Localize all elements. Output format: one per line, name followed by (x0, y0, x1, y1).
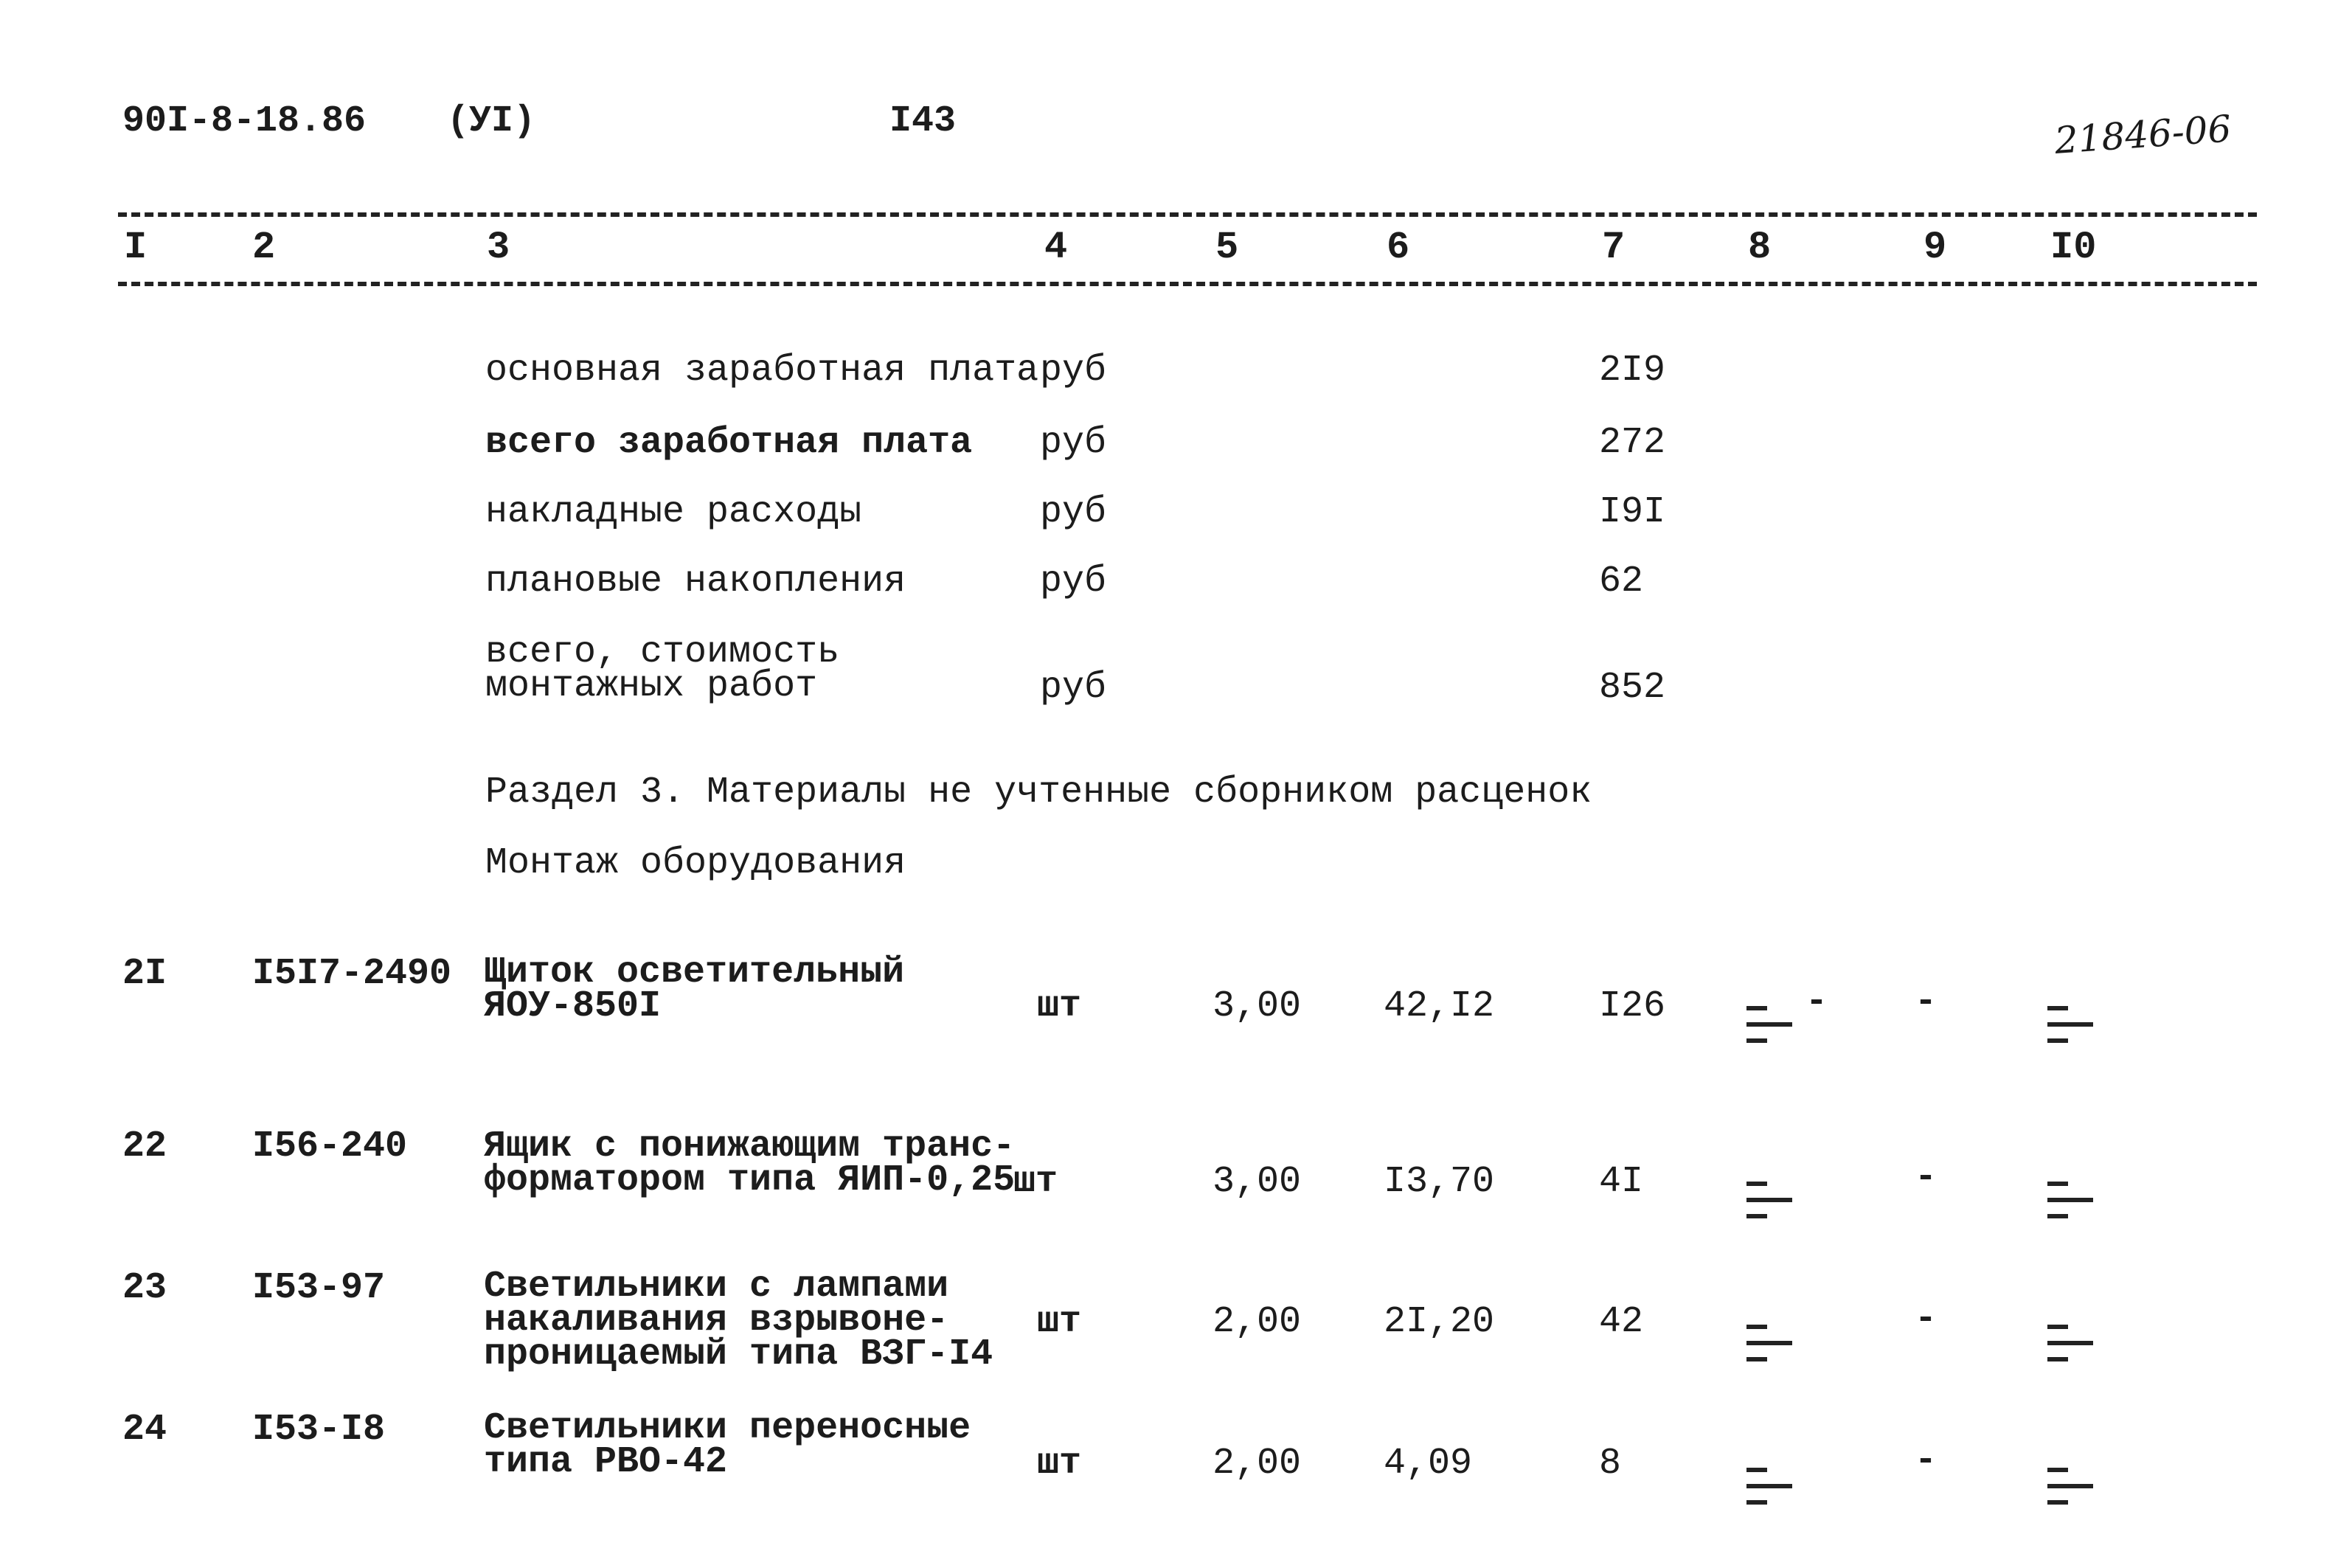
summary-label: всего, стоимость монтажных работ (485, 631, 840, 707)
summary-unit: руб (1040, 667, 1107, 709)
column-header-8: 8 (1748, 226, 1772, 269)
column-header-3: 3 (487, 226, 510, 269)
summary-label: основная заработная плата (485, 350, 1039, 392)
row-total: I26 (1599, 985, 1666, 1027)
column-header-9: 9 (1923, 226, 1947, 269)
row-code: I53-I8 (252, 1409, 386, 1451)
summary-total: 272 (1599, 422, 1666, 464)
row-name: Светильники с лампами накаливания взрывоне- проницаемый типа ВЗГ-I4 (484, 1266, 993, 1376)
summary-label: всего заработная плата (485, 422, 973, 464)
row-code: I56-240 (252, 1125, 408, 1168)
column-header-5: 5 (1215, 226, 1239, 269)
album-label: (УI) (447, 100, 536, 142)
column-header-10: I0 (2050, 226, 2097, 269)
column-header-4: 4 (1044, 226, 1068, 269)
summary-total: 62 (1599, 561, 1644, 603)
row-price: 4,09 (1384, 1443, 1473, 1485)
ditto-mark (2047, 1325, 2092, 1369)
dash-mark: - (1805, 981, 1828, 1023)
column-header-6: 6 (1387, 226, 1410, 269)
summary-label: накладные расходы (485, 491, 862, 533)
row-quantity: 3,00 (1213, 985, 1302, 1027)
row-code: I53-97 (252, 1267, 386, 1309)
dash-mark: - (1915, 1156, 1938, 1198)
row-total: 42 (1599, 1301, 1644, 1343)
row-quantity: 2,00 (1213, 1443, 1302, 1485)
row-quantity: 3,00 (1213, 1161, 1302, 1203)
row-price: 42,I2 (1384, 985, 1495, 1027)
column-header-7: 7 (1602, 226, 1626, 269)
summary-total: 852 (1599, 667, 1666, 709)
dash-mark: - (1915, 1298, 1938, 1340)
row-number: 22 (122, 1125, 167, 1168)
ditto-mark (1746, 1468, 1791, 1512)
row-total: 4I (1599, 1161, 1644, 1203)
header-rule-bottom (118, 282, 2257, 286)
row-price: 2I,20 (1384, 1301, 1495, 1343)
summary-unit: руб (1040, 350, 1107, 392)
ditto-mark (2047, 1182, 2092, 1226)
row-number: 23 (122, 1267, 167, 1309)
row-name: Щиток осветительный ЯОУ-850I (484, 951, 905, 1027)
summary-total: I9I (1599, 491, 1666, 533)
inventory-number: 21846-06 (2053, 107, 2233, 162)
ditto-mark (1746, 1325, 1791, 1369)
header-rule-top (118, 212, 2257, 217)
row-unit: шт (1037, 1443, 1082, 1485)
row-name: Ящик с понижающим транс- форматором типа ЯИП-0,25 (484, 1125, 1016, 1201)
dash-mark: - (1915, 981, 1938, 1023)
row-code: I5I7-2490 (252, 953, 452, 995)
ditto-mark (2047, 1468, 2092, 1512)
doc-code: 90I-8-18.86 (122, 100, 367, 142)
row-total: 8 (1599, 1443, 1622, 1485)
row-number: 2I (122, 953, 167, 995)
row-price: I3,70 (1384, 1161, 1495, 1203)
row-quantity: 2,00 (1213, 1301, 1302, 1343)
column-header-1: I (124, 226, 148, 269)
section-subtitle: Монтаж оборудования (485, 842, 906, 884)
section-title: Раздел 3. Материалы не учтенные сборником расценок (485, 771, 1592, 814)
row-name: Светильники переносные типа РВО-42 (484, 1407, 971, 1483)
summary-unit: руб (1040, 491, 1107, 533)
dash-mark: - (1915, 1440, 1938, 1482)
row-number: 24 (122, 1409, 167, 1451)
page-number: I43 (889, 100, 957, 142)
row-unit: шт (1037, 985, 1082, 1027)
summary-unit: руб (1040, 561, 1107, 603)
column-header-2: 2 (252, 226, 276, 269)
ditto-mark (1746, 1006, 1791, 1050)
ditto-mark (2047, 1006, 2092, 1050)
row-unit: шт (1037, 1301, 1082, 1343)
summary-label: плановые накопления (485, 561, 906, 603)
summary-total: 2I9 (1599, 350, 1666, 392)
summary-unit: руб (1040, 422, 1107, 464)
ditto-mark (1746, 1182, 1791, 1226)
row-unit: шт (1013, 1161, 1058, 1203)
